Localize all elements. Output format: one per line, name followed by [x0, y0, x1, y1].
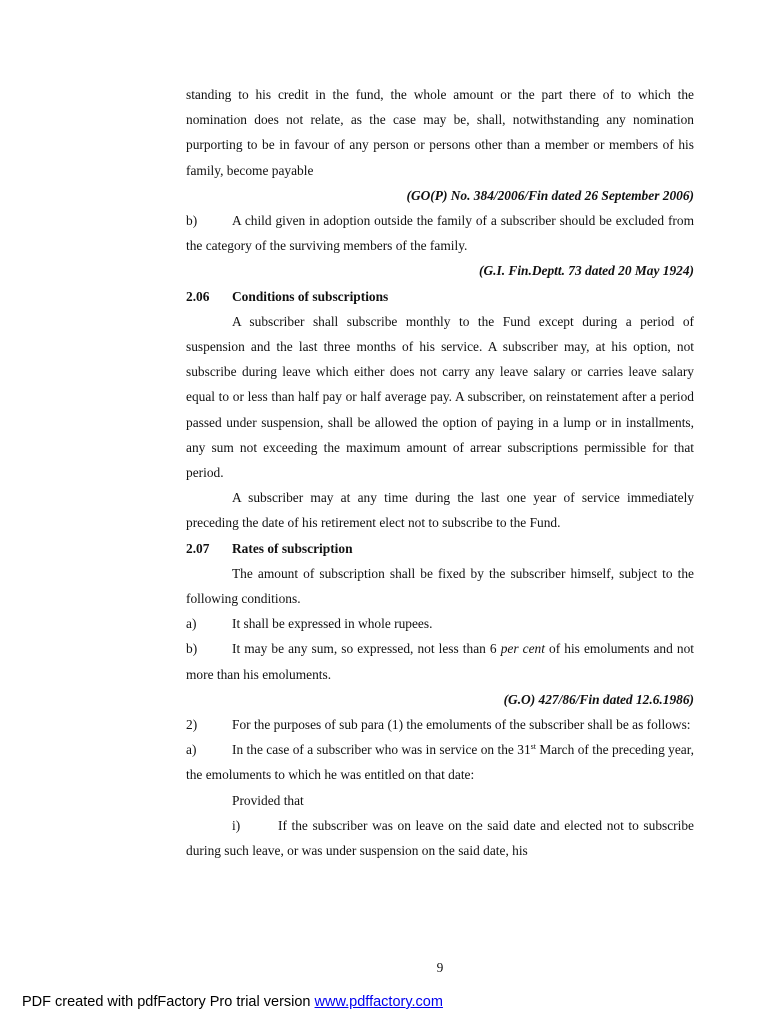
list-text-italic: per cent [500, 641, 545, 657]
paragraph: A subscriber may at any time during the last one year of service immediately preceding the date of his retirement elect not to subscribe to the Fund. [186, 490, 694, 531]
list-text: March of the preceding year, the emoluments to which he was entitled on that date: [186, 742, 695, 783]
list-label: i) [232, 817, 241, 833]
list-text: In the case of a subscriber who was in service on the 31 [232, 742, 531, 758]
section-title: Rates of subscription [232, 540, 353, 556]
section-heading [186, 536, 694, 561]
list-label: 2) [186, 717, 198, 733]
list-label: a) [186, 742, 197, 758]
document-body [186, 82, 694, 863]
footer-text: PDF created with pdfFactory Pro trial version [22, 994, 315, 1010]
list-label: b) [186, 641, 198, 657]
list-item [186, 208, 694, 258]
paragraph-continuation: standing to his credit in the fund, the whole amount or the part there of to which the nomination does not relate, as the case may be, shall, notwithstanding any nomination purporting to be in favour of any person or persons other than a member or members of his family, become payable [186, 87, 694, 178]
list-item [186, 611, 694, 636]
section-title: Conditions of subscriptions [232, 288, 389, 304]
list-text: A child given in adoption outside the family of a subscriber should be excluded from the category of the surviving members of the family. [186, 213, 694, 254]
reference-citation: (G.I. Fin.Deptt. 73 dated 20 May 1924) [479, 263, 694, 279]
reference-citation: (G.O) 427/86/Fin dated 12.6.1986) [503, 691, 694, 707]
paragraph: A subscriber shall subscribe monthly to the Fund except during a period of suspension and the last three months of his service. A subscriber may, at his option, not subscribe during leave which either does not carry any leave salary or carries leave salary equal to or less than half pay or half average pay. A subscriber, on reinstatement after a period passed under suspension, shall be allowed the option of paying in a lump or in installments, any sum not exceeding the maximum amount of arrear subscriptions permissible for that period. [186, 313, 694, 481]
list-text: It shall be expressed in whole rupees. [232, 616, 433, 632]
list-text: For the purposes of sub para (1) the emoluments of the subscriber shall be as follows: [232, 717, 691, 733]
list-item [186, 737, 694, 787]
list-text: It may be any sum, so expressed, not less than 6 [232, 641, 501, 657]
list-item [186, 636, 694, 686]
superscript: st [530, 742, 536, 752]
page-number: 9 [436, 960, 444, 975]
section-heading [186, 284, 694, 309]
list-text: of his emoluments and not more than his emoluments. [186, 641, 695, 682]
list-label: a) [186, 616, 197, 632]
list-item [186, 712, 694, 737]
section-number: 2.07 [186, 540, 210, 556]
footer-link[interactable]: www.pdffactory.com [314, 994, 443, 1010]
list-text: If the subscriber was on leave on the said date and elected not to subscribe during such leave, or was under suspension on the said date, his [186, 817, 694, 859]
reference-citation: (GO(P) No. 384/2006/Fin dated 26 September 2006) [406, 187, 694, 203]
list-item [186, 813, 694, 863]
pdf-footer [22, 994, 443, 1010]
provided-that: Provided that [232, 792, 304, 808]
list-label: b) [186, 213, 198, 229]
paragraph: The amount of subscription shall be fixed by the subscriber himself, subject to the following conditions. [186, 565, 694, 607]
section-number: 2.06 [186, 288, 210, 304]
